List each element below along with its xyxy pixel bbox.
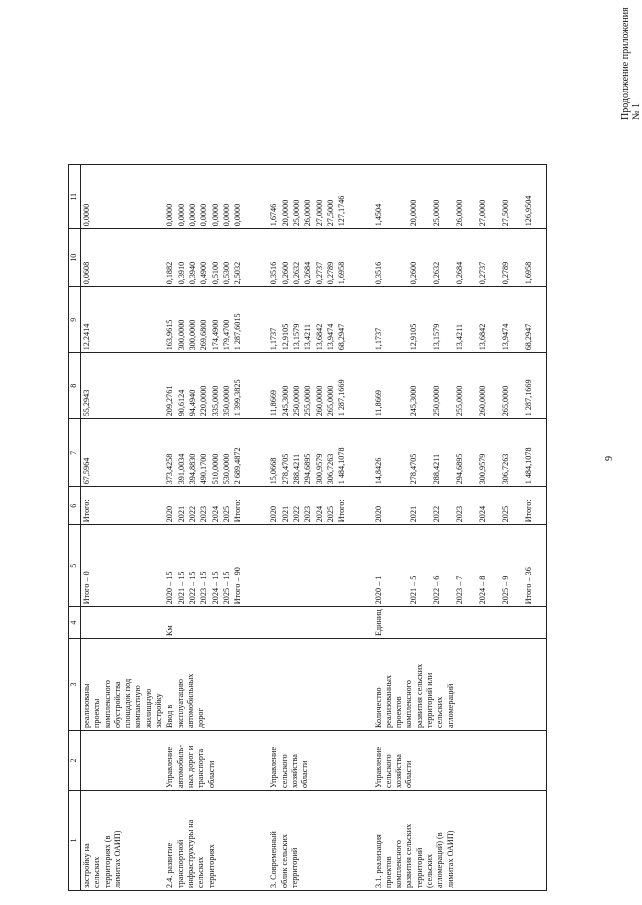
block2-total: 391,0034 (176, 419, 187, 487)
block2-regional: 174,4900 (210, 287, 221, 353)
block2-year: 2021 (176, 487, 187, 525)
block2-local: 0,5300 (221, 229, 232, 287)
block3-total: 288,4211 (291, 419, 302, 487)
block4-target: 2023 – 7 (454, 525, 477, 607)
block2-indicator: Ввод в эксплуатацию автомобильных дорог (164, 639, 243, 731)
block4-extra: 27,5000 (500, 165, 523, 229)
block4-federal: 250,0000 (431, 353, 454, 419)
column-number-row (69, 165, 81, 891)
block4-regional: 12,9105 (408, 287, 431, 353)
block4-local: 0,2737 (477, 229, 500, 287)
block4-local: 0,2684 (454, 229, 477, 287)
block4-measure: 3.1. реализация проектов комплексного развития сельских территорий (сельских агломераций) (в лимитах ОАИП) (373, 791, 547, 891)
block3-federal: 255,0000 (302, 353, 313, 419)
block3-executor: Управление сельского хозяйства области (268, 731, 347, 791)
block4-extra: 25,0000 (431, 165, 454, 229)
block1-indicator: реализованы проекты комплексного обустройства площадок под компактную жилищную застройку (81, 639, 165, 731)
block2-local: 0,4900 (198, 229, 209, 287)
block3-target (336, 525, 347, 607)
block2-target: 2022 – 15 (187, 525, 198, 607)
block4-target: 2022 – 6 (431, 525, 454, 607)
block3-regional: 13,1579 (291, 287, 302, 353)
block1-col10: 0,0608 (81, 229, 165, 287)
block4-federal: 245,3000 (408, 353, 431, 419)
block3-target (325, 525, 336, 607)
block3-target (302, 525, 313, 607)
block4-year: Итого: (523, 487, 547, 525)
block4-regional: 13,9474 (500, 287, 523, 353)
block4-regional: 13,1579 (431, 287, 454, 353)
block4-total: 288,4211 (431, 419, 454, 487)
col-number-1: 1 (69, 791, 81, 891)
block2-federal: 90,6124 (176, 353, 187, 419)
block4-target: 2024 – 8 (477, 525, 500, 607)
block2-extra: 0,0000 (232, 165, 243, 229)
block1-total-label: Итого: (81, 487, 165, 525)
block2-total: 394,8830 (187, 419, 198, 487)
block3-local: 0,3516 (268, 229, 279, 287)
block3-extra: 27,5000 (325, 165, 336, 229)
block2-extra: 0,0000 (164, 165, 175, 229)
block3-total: 300,9579 (314, 419, 325, 487)
col-number-3: 3 (69, 639, 81, 731)
col-number-9: 9 (69, 287, 81, 353)
block3-total: 294,6895 (302, 419, 313, 487)
block3-federal: 260,0000 (314, 353, 325, 419)
block2-year: 2025 (221, 487, 232, 525)
block3-target (314, 525, 325, 607)
block3-federal: 11,8669 (268, 353, 279, 419)
block2-target: 2025 – 15 (221, 525, 232, 607)
block2-target: 2021 – 15 (176, 525, 187, 607)
block3-year: 2020 (268, 487, 279, 525)
col-number-11: 11 (69, 165, 81, 229)
block3-extra: 27,0000 (314, 165, 325, 229)
block4-local: 0,2600 (408, 229, 431, 287)
block4-extra: 20,0000 (408, 165, 431, 229)
block4-executor: Управление сельского хозяйства области (373, 731, 547, 791)
block2-unit: Км (164, 607, 243, 639)
block4-indicator: Количество реализованных проектов комплексного развития сельских территорий или сельских агломераций (373, 639, 547, 731)
block2-extra: 0,0000 (210, 165, 221, 229)
block3-year: 2025 (325, 487, 336, 525)
block2-federal: 335,0000 (210, 353, 221, 419)
block3-regional: 13,6842 (314, 287, 325, 353)
block3-target (280, 525, 291, 607)
block3-federal: 250,0000 (291, 353, 302, 419)
block4-federal: 11,8669 (373, 353, 408, 419)
block3-local: 0,2737 (314, 229, 325, 287)
block2-total: 510,0000 (210, 419, 221, 487)
block4-target: 2021 – 5 (408, 525, 431, 607)
block4-local: 0,2632 (431, 229, 454, 287)
appendix-label: Продолжение приложения № 1 (620, 7, 642, 120)
block2-total: 2 689,4872 (232, 419, 243, 487)
block4-target: Итого – 36 (523, 525, 547, 607)
block3-spacer (243, 165, 268, 891)
block2-regional: 269,6800 (198, 287, 209, 353)
block3-federal: 1 287,1669 (336, 353, 347, 419)
col-number-7: 7 (69, 419, 81, 487)
block4-year: 2021 (408, 487, 431, 525)
block3-extra: 26,0000 (302, 165, 313, 229)
block2-federal: 1 399,3825 (232, 353, 243, 419)
block2-local: 0,5100 (210, 229, 221, 287)
block3-regional: 13,4211 (302, 287, 313, 353)
block1-measure: застройку на сельских территориях (в лимитах ОАИП) (81, 791, 165, 891)
block2-measure: 2.4. развитие транспортной инфраструктуры на сельских территориях (164, 791, 243, 891)
block3-regional: 12,9105 (280, 287, 291, 353)
block4-regional: 13,6842 (477, 287, 500, 353)
block3-year: 2021 (280, 487, 291, 525)
block3-local: 0,2600 (280, 229, 291, 287)
block4-regional: 68,2947 (523, 287, 547, 353)
block2-local: 2,5032 (232, 229, 243, 287)
block2-federal: 220,0000 (198, 353, 209, 419)
block2-target: 2023 – 15 (198, 525, 209, 607)
block3-extra: 1,6746 (268, 165, 279, 229)
block3-regional: 1,1737 (268, 287, 279, 353)
block2-extra: 0,0000 (221, 165, 232, 229)
block2-regional: 300,0000 (187, 287, 198, 353)
block4-total: 1 484,1078 (523, 419, 547, 487)
block4-extra: 1,4504 (373, 165, 408, 229)
block4-year: 2024 (477, 487, 500, 525)
block2-year: 2023 (198, 487, 209, 525)
block4-target: 2020 – 1 (373, 525, 408, 607)
block3-indicator (268, 639, 347, 731)
col-number-10: 10 (69, 229, 81, 287)
block3-total: 1 484,1078 (336, 419, 347, 487)
block2-row (164, 165, 175, 891)
block3-local: 0,2684 (302, 229, 313, 287)
block3-row (268, 165, 279, 891)
block4-local: 1,6958 (523, 229, 547, 287)
block2-year: 2024 (210, 487, 221, 525)
block4-local: 0,2789 (500, 229, 523, 287)
block3-year: 2024 (314, 487, 325, 525)
block3-year: Итого: (336, 487, 347, 525)
block3-total: 15,0668 (268, 419, 279, 487)
block2-year: 2020 (164, 487, 175, 525)
block4-year: 2020 (373, 487, 408, 525)
block4-total: 300,9579 (477, 419, 500, 487)
block2-executor: Управление автомобиль- ных дорог и транспорта области (164, 731, 243, 791)
block3-total: 278,4705 (280, 419, 291, 487)
block4-total: 278,4705 (408, 419, 431, 487)
block3-extra: 25,0000 (291, 165, 302, 229)
block4-extra: 27,0000 (477, 165, 500, 229)
block2-total: 373,4258 (164, 419, 175, 487)
block3-regional: 68,2947 (336, 287, 347, 353)
block2-total: 530,0000 (221, 419, 232, 487)
block3-target (268, 525, 279, 607)
block3-extra: 127,1746 (336, 165, 347, 229)
block3-regional: 13,9474 (325, 287, 336, 353)
block4-regional: 13,4211 (454, 287, 477, 353)
block2-local: 0,3940 (187, 229, 198, 287)
block2-regional: 300,0000 (176, 287, 187, 353)
block1-col9: 12,2414 (81, 287, 165, 353)
block2-target: 2020 – 15 (164, 525, 175, 607)
col-number-6: 6 (69, 487, 81, 525)
col-number-5: 5 (69, 525, 81, 607)
block4-year: 2025 (500, 487, 523, 525)
block2-year: Итого: (232, 487, 243, 525)
block4-year: 2023 (454, 487, 477, 525)
block2-federal: 350,0000 (221, 353, 232, 419)
block4-federal: 1 287,1669 (523, 353, 547, 419)
block3-unit (268, 607, 347, 639)
block2-local: 0,3910 (176, 229, 187, 287)
block2-local: 0,1882 (164, 229, 175, 287)
col-number-4: 4 (69, 607, 81, 639)
block2-target: 2024 – 15 (210, 525, 221, 607)
block3-measure: 3. Современный облик сельских территорий (268, 791, 347, 891)
block2-year: 2022 (187, 487, 198, 525)
block4-federal: 265,0000 (500, 353, 523, 419)
block2-extra: 0,0000 (187, 165, 198, 229)
col-number-8: 8 (69, 353, 81, 419)
block4-unit: Единиц (373, 607, 547, 639)
block4-row (373, 165, 408, 891)
block2-federal: 209,2761 (164, 353, 175, 419)
block3-extra: 20,0000 (280, 165, 291, 229)
block3-year: 2023 (302, 487, 313, 525)
block3-total: 306,7263 (325, 419, 336, 487)
block2-extra: 0,0000 (176, 165, 187, 229)
block1-total-target: Итого – 0 (81, 525, 165, 607)
block2-target: Итого – 90 (232, 525, 243, 607)
block3-year: 2022 (291, 487, 302, 525)
block4-year: 2022 (431, 487, 454, 525)
block4-spacer (348, 165, 373, 891)
block4-extra: 26,0000 (454, 165, 477, 229)
block1-row (81, 165, 165, 891)
program-table (68, 164, 547, 891)
block4-target: 2025 – 9 (500, 525, 523, 607)
block3-federal: 265,0000 (325, 353, 336, 419)
col-number-2: 2 (69, 731, 81, 791)
block1-col8: 55,2943 (81, 353, 165, 419)
block4-federal: 260,0000 (477, 353, 500, 419)
block3-local: 0,2632 (291, 229, 302, 287)
block2-federal: 94,4940 (187, 353, 198, 419)
block1-col7: 67,5964 (81, 419, 165, 487)
block4-total: 14,8426 (373, 419, 408, 487)
block2-extra: 0,0000 (198, 165, 209, 229)
block3-target (291, 525, 302, 607)
block2-regional: 163,9615 (164, 287, 175, 353)
block4-total: 294,6895 (454, 419, 477, 487)
block2-regional: 1 287,6015 (232, 287, 243, 353)
block4-local: 0,3516 (373, 229, 408, 287)
block4-federal: 255,0000 (454, 353, 477, 419)
block4-regional: 1,1737 (373, 287, 408, 353)
block2-regional: 179,4700 (221, 287, 232, 353)
block1-col11: 0,0000 (81, 165, 165, 229)
block3-federal: 245,3000 (280, 353, 291, 419)
block3-local: 1,6958 (336, 229, 347, 287)
block2-total: 490,1700 (198, 419, 209, 487)
block3-local: 0,2789 (325, 229, 336, 287)
page-number: 9 (604, 456, 615, 461)
block4-extra: 126,9504 (523, 165, 547, 229)
block4-total: 306,7263 (500, 419, 523, 487)
